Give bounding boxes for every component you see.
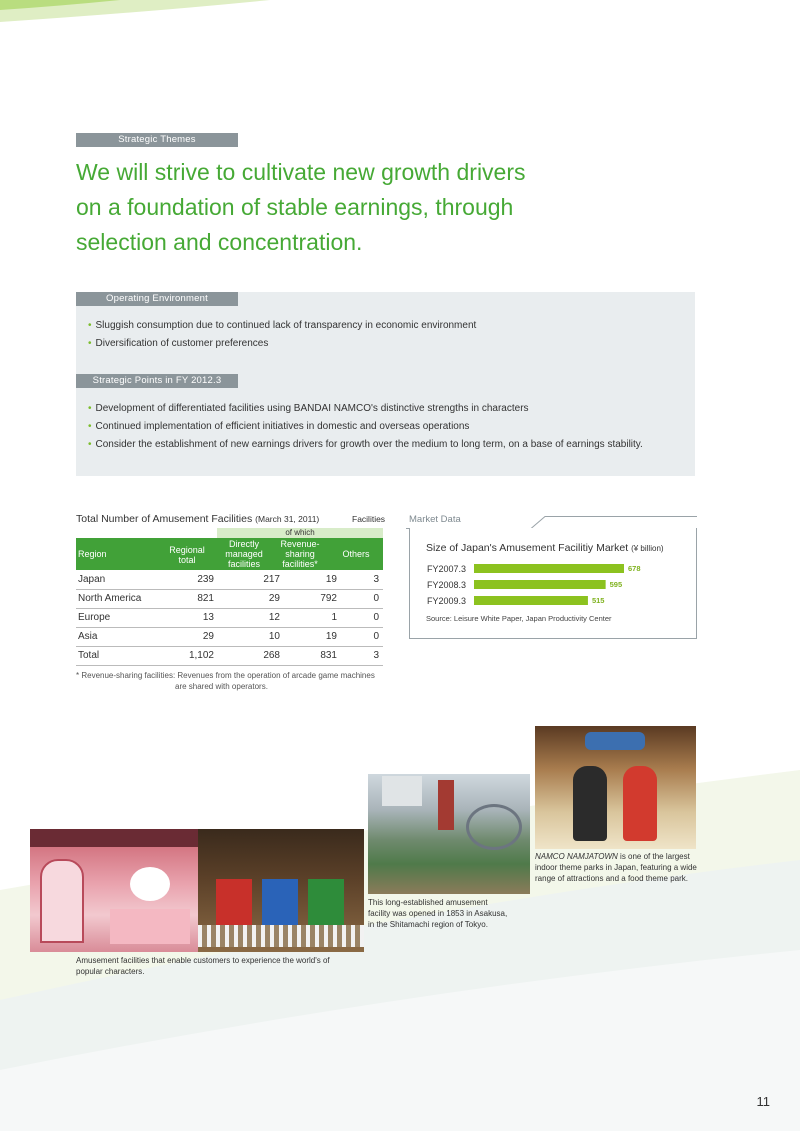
header-directly-managed: Directly managed facilities	[225, 539, 263, 569]
operating-environment-list	[88, 317, 688, 353]
list-item: • Continued implementation of efficient initiatives in domestic and overseas operations	[88, 421, 470, 432]
of-which-header: of which	[217, 528, 383, 538]
page-number: 11	[756, 1094, 770, 1109]
category-label: FY2008.3	[427, 580, 467, 590]
chart-source: Source: Leisure White Paper, Japan Productivity Center	[426, 614, 612, 623]
namjatown-photo	[535, 726, 696, 849]
headline-line-1: We will strive to cultivate new growth drivers	[76, 159, 526, 185]
category-label: FY2007.3	[427, 564, 467, 574]
strategic-points-list	[88, 400, 693, 454]
header-regional-total: Regional total	[169, 545, 205, 565]
table-row: Asia 29 10 19 0	[76, 627, 383, 646]
table-footnote: * Revenue-sharing facilities: Revenues from the operation of arcade game machines are shared with operators.	[76, 671, 375, 691]
bullet-icon: •	[88, 338, 92, 349]
thomas-train-facility-photo	[198, 829, 364, 952]
hello-kitty-facility-photo	[30, 829, 198, 952]
list-item: • Consider the establishment of new earnings drivers for growth over the medium to long term, on a base of earnings stability.	[88, 439, 643, 450]
characters-caption: Amusement facilities that enable customers to experience the world's of popular characters.	[76, 956, 330, 976]
bullet-icon: •	[88, 320, 92, 331]
market-data-label: Market Data	[409, 514, 461, 525]
header-revenue-sharing: Revenue- sharing facilities*	[280, 539, 320, 569]
category-label: FY2009.3	[427, 596, 467, 606]
header-others: Others	[342, 549, 370, 559]
headline-line-3: selection and concentration.	[76, 229, 363, 255]
market-bar-chart	[409, 560, 693, 612]
bullet-icon: •	[88, 403, 92, 414]
chart-title: Size of Japan's Amusement Facilitiy Market (¥ billion)	[426, 542, 664, 554]
table-row: Europe 13 12 1 0	[76, 608, 383, 627]
data-label: 678	[628, 564, 641, 573]
page-headline	[76, 155, 636, 260]
bullet-icon: •	[88, 439, 92, 450]
operating-environment-label: Operating Environment	[76, 292, 238, 306]
data-label: 595	[609, 580, 623, 589]
facilities-table-title: Total Number of Amusement Facilities (March 31, 2011)	[76, 513, 320, 525]
headline-line-2: on a foundation of stable earnings, through	[76, 194, 514, 220]
list-item: • Diversification of customer preferences	[88, 338, 269, 349]
table-row-total: Total 1,102 268 831 3	[76, 646, 383, 665]
facilities-table-body	[76, 570, 383, 666]
strategic-themes-label: Strategic Themes	[76, 133, 238, 147]
list-item: • Sluggish consumption due to continued lack of transparency in economic environment	[88, 320, 477, 331]
bar	[474, 596, 588, 605]
asakusa-hanayashiki-photo	[368, 774, 530, 894]
bar	[474, 580, 606, 589]
list-item: • Development of differentiated facilities using BANDAI NAMCO's distinctive strengths in characters	[88, 403, 529, 414]
namjatown-caption: NAMCO NAMJATOWN is one of the largest indoor theme parks in Japan, featuring a wide range of attractions and a food theme park.	[535, 852, 697, 883]
strategic-points-label: Strategic Points in FY 2012.3	[76, 374, 238, 388]
table-row: Japan 239 217 19 3	[76, 570, 383, 589]
header-region: Region	[78, 549, 107, 559]
bullet-icon: •	[88, 421, 92, 432]
table-row: North America 821 29 792 0	[76, 589, 383, 608]
bar	[474, 564, 624, 573]
facilities-unit: Facilities	[352, 514, 386, 524]
data-label: 515	[591, 596, 605, 605]
asakusa-caption: This long-established amusement facility was opened in 1853 in Asakusa, in the Shitamachi region of Tokyo.	[368, 898, 508, 929]
